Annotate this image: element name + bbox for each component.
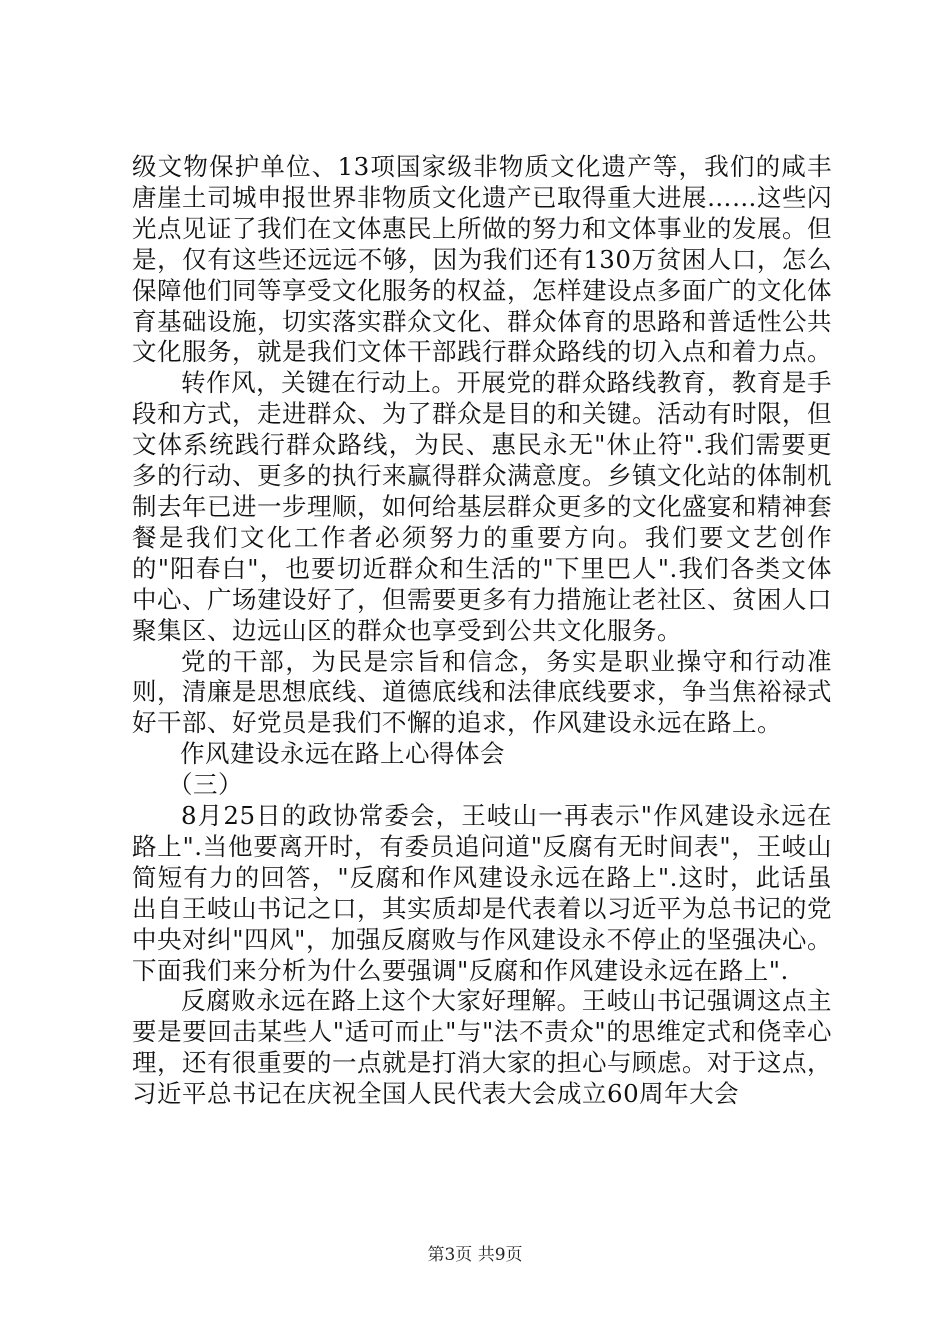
page-number-footer: 第3页 共9页 [427, 1245, 523, 1265]
paragraph-3: 党的干部，为民是宗旨和信念，务实是职业操守和行动准则，清廉是思想底线、道德底线和法律底线要求，争当焦裕禄式好干部、好党员是我们不懈的追求，作风建设永远在路上。 [132, 646, 832, 738]
paragraph-5: 反腐败永远在路上这个大家好理解。王岐山书记强调这点主要是要回击某些人"适可而止"与"法不责众"的思维定式和侥幸心理，还有很重要的一点就是打消大家的担心与顾虑。对于这点，习近平总书记在庆祝全国人民代表大会成立60周年大会 [132, 986, 832, 1109]
document-body [132, 152, 832, 1110]
paragraph-1: 级文物保护单位、13项国家级非物质文化遗产等，我们的咸丰唐崖土司城申报世界非物质文化遗产已取得重大进展……这些闪光点见证了我们在文体惠民上所做的努力和文体事业的发展。但是，仅有这些还远远不够，因为我们还有130万贫困人口，怎么保障他们同等享受文化服务的权益，怎样建设点多面广的文化体育基础设施，切实落实群众文化、群众体育的思路和普适性公共文化服务，就是我们文体干部践行群众路线的切入点和着力点。 [132, 152, 832, 367]
section-number: （三） [168, 770, 243, 800]
paragraph-4: 8月25日的政协常委会，王岐山一再表示"作风建设永远在路上".当他要离开时，有委员追问道"反腐有无时间表"，王岐山简短有力的回答，"反腐和作风建设永远在路上".这时，此话虽出自王岐山书记之口，其实质却是代表着以习近平为总书记的党中央对纠"四风"，加强反腐败与作风建设永不停止的坚强决心。下面我们来分析为什么要强调"反腐和作风建设永远在路上". [132, 801, 832, 985]
section-title: 作风建设永远在路上心得体会 [180, 739, 505, 769]
paragraph-2: 转作风，关键在行动上。开展党的群众路线教育，教育是手段和方式，走进群众、为了群众是目的和关键。活动有时限，但文体系统践行群众路线，为民、惠民永无"休止符".我们需要更多的行动、更多的执行来赢得群众满意度。乡镇文化站的体制机制去年已进一步理顺，如何给基层群众更多的文化盛宴和精神套餐是我们文化工作者必须努力的重要方向。我们要文艺创作的"阳春白"，也要切近群众和生活的"下里巴人".我们各类文体中心、广场建设好了，但需要更多有力措施让老社区、贫困人口聚集区、边远山区的群众也享受到公共文化服务。 [132, 368, 832, 645]
